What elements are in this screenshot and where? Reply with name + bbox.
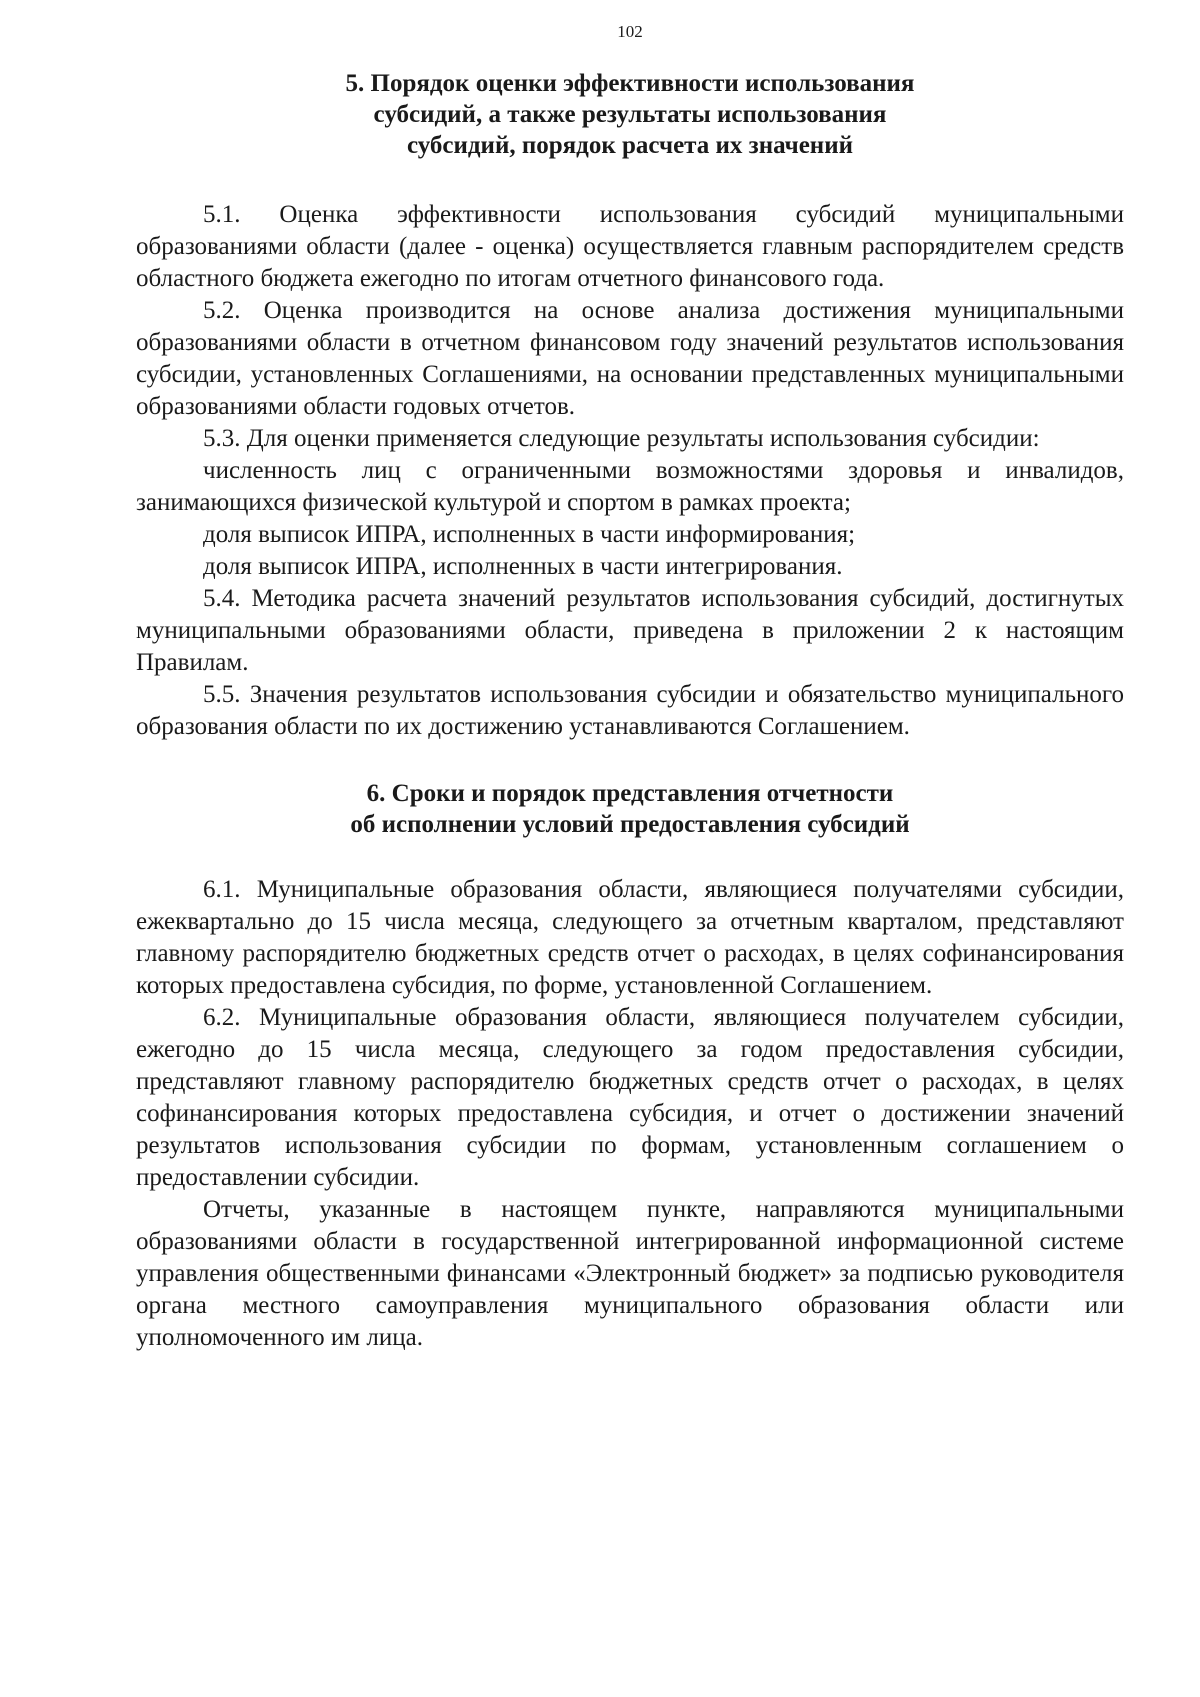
paragraph-6-2: 6.2. Муниципальные образования области, являющиеся получателем субсидии, ежегодно до 15 числа месяца, следующего за годом предоставления субсидии, представляют главному распорядителю бюджетных средств отчет о расходах, в целях софинансирования которых предоставлена субсидия, и отчет о достижении значений результатов использования субсидии по формам, установленным соглашением о предоставлении субсидии.: [136, 1004, 1124, 1191]
section-5-heading-line: субсидий, порядок расчета их значений: [406, 132, 854, 159]
paragraph-5-2: 5.2. Оценка производится на основе анализа достижения муниципальными образованиями области в отчетном финансовом году значений результатов использования субсидии, установленных Соглашениями, на основании представленных муниципальными образованиями области годовых отчетов.: [136, 297, 1124, 420]
section-5-heading-line: 5. Порядок оценки эффективности использования: [345, 70, 915, 97]
section-5-heading-line: субсидий, а также результаты использования: [373, 101, 887, 128]
paragraph-5-5: 5.5. Значения результатов использования субсидии и обязательство муниципального образования области по их достижению устанавливаются Соглашением.: [136, 681, 1124, 740]
section-6-heading: [136, 778, 1124, 840]
paragraph-5-1: 5.1. Оценка эффективности использования субсидий муниципальными образованиями области (далее - оценка) осуществляется главным распорядителем средств областного бюджета ежегодно по итогам отчетного финансового года.: [136, 201, 1124, 292]
paragraph-6-1: 6.1. Муниципальные образования области, являющиеся получателями субсидии, ежеквартально до 15 числа месяца, следующего за отчетным кварталом, представляют главному распорядителю бюджетных средств отчет о расходах, в целях софинансирования которых предоставлена субсидия, по форме, установленной Соглашением.: [136, 876, 1124, 999]
section-6-heading-line: 6. Сроки и порядок представления отчетности: [366, 780, 894, 807]
paragraph-5-4: 5.4. Методика расчета значений результатов использования субсидий, достигнутых муниципальными образованиями области, приведена в приложении 2 к настоящим Правилам.: [136, 585, 1124, 676]
document-content: [136, 68, 1124, 1354]
paragraph-6-reports: Отчеты, указанные в настоящем пункте, направляются муниципальными образованиями области в государственной интегрированной информационной системе управления общественными финансами «Электронный бюджет» за подписью руководителя органа местного самоуправления муниципального образования области или уполномоченного им лица.: [136, 1196, 1124, 1351]
section-6-body: [136, 874, 1124, 1354]
page-number: 102: [617, 22, 643, 41]
section-5-body: [136, 199, 1124, 743]
section-5-heading: [136, 68, 1124, 161]
paragraph-5-3: 5.3. Для оценки применяется следующие результаты использования субсидии:: [203, 425, 1040, 452]
list-item-ipra-integration: доля выписок ИПРА, исполненных в части интегрирования.: [203, 553, 843, 580]
list-item-participants: численность лиц с ограниченными возможностями здоровья и инвалидов, занимающихся физической культурой и спортом в рамках проекта;: [136, 457, 1124, 516]
list-item-ipra-informing: доля выписок ИПРА, исполненных в части информирования;: [203, 521, 856, 548]
section-6-heading-line: об исполнении условий предоставления субсидий: [350, 811, 910, 838]
